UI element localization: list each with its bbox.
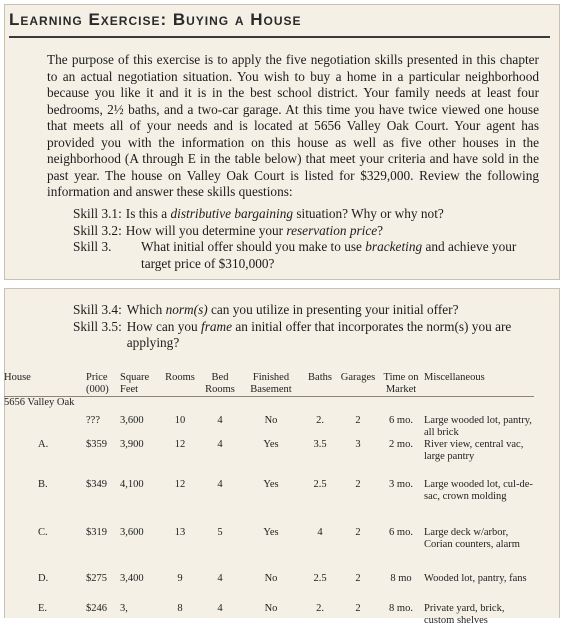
- skill-question: Is this a distributive bargaining situation? Why or why not?: [125, 206, 444, 221]
- skills-list-2: [73, 302, 543, 352]
- cell-time: 6 mo.: [389, 415, 413, 426]
- cell-sqft: 3,400: [120, 573, 144, 584]
- skill-3-3: [73, 239, 543, 272]
- cell-house: E.: [38, 603, 48, 614]
- cell-sqft: 3,600: [120, 415, 144, 426]
- cell-price: $359: [86, 439, 107, 450]
- cell-basement: Yes: [263, 479, 279, 490]
- cell-baths: 2.: [316, 415, 324, 426]
- cell-garages: 3: [355, 439, 361, 450]
- cell-garages: 2: [355, 573, 361, 584]
- skills-list-1: [73, 206, 543, 272]
- cell-baths: 3.5: [313, 439, 327, 450]
- cell-misc: Wooded lot, pantry, fans: [424, 573, 527, 584]
- table-header-row: [4, 372, 534, 397]
- table-row: [4, 479, 534, 527]
- cell-sqft: 3,600: [120, 527, 144, 538]
- cell-time: 8 mo.: [389, 603, 413, 614]
- cell-misc: Large wooded lot, cul-de-sac, crown molding: [424, 479, 533, 502]
- cell-baths: 2.5: [313, 573, 327, 584]
- cell-baths: 2.: [316, 603, 324, 614]
- skill-label: Skill 3.1:: [73, 206, 122, 221]
- cell-house: 5656 Valley Oak: [4, 397, 75, 408]
- cell-house: A.: [38, 439, 49, 450]
- cell-baths: 2.5: [313, 479, 327, 490]
- cell-misc: Large deck w/arbor, Corian counters, alarm: [424, 527, 520, 550]
- cell-garages: 2: [355, 415, 361, 426]
- cell-rooms: 10: [174, 415, 186, 426]
- cell-misc: Private yard, brick, custom shelves: [424, 603, 505, 626]
- cell-house: B.: [38, 479, 48, 490]
- cell-garages: 2: [355, 479, 361, 490]
- col-baths: Baths: [302, 372, 338, 397]
- cell-basement: No: [264, 603, 278, 614]
- cell-misc: River view, central vac, large pantry: [424, 439, 524, 462]
- exercise-title: Learning Exercise: Buying a House: [9, 10, 302, 29]
- cell-basement: No: [264, 415, 278, 426]
- cell-garages: 2: [355, 527, 361, 538]
- cell-basement: Yes: [263, 527, 279, 538]
- col-bedrooms: Bed Rooms: [200, 372, 240, 397]
- skill-3-5: [73, 319, 543, 352]
- skill-label: Skill 3.4:: [73, 302, 122, 317]
- skill-3-4: [73, 302, 543, 319]
- cell-bedrooms: 4: [217, 479, 223, 490]
- col-miscellaneous: Miscellaneous: [424, 372, 534, 397]
- cell-time: 3 mo.: [389, 479, 413, 490]
- table-row: [4, 573, 534, 603]
- title-rule: [9, 36, 550, 38]
- cell-bedrooms: 4: [217, 439, 223, 450]
- col-square-feet: Square Feet: [120, 372, 160, 397]
- cell-sqft: 4,100: [120, 479, 144, 490]
- cell-sqft: 3,900: [120, 439, 144, 450]
- col-house: House: [4, 372, 86, 397]
- cell-bedrooms: 5: [217, 527, 223, 538]
- col-basement: Finished Basement: [240, 372, 302, 397]
- cell-baths: 4: [317, 527, 323, 538]
- col-garages: Garages: [338, 372, 378, 397]
- cell-rooms: 12: [174, 479, 186, 490]
- cell-price: $349: [86, 479, 107, 490]
- cell-house: D.: [38, 573, 49, 584]
- col-time-on-market: Time on Market: [378, 372, 424, 397]
- cell-price: $246: [86, 603, 107, 614]
- col-rooms: Rooms: [160, 372, 200, 397]
- cell-price: $319: [86, 527, 107, 538]
- cell-basement: No: [264, 573, 278, 584]
- cell-misc: Large wooded lot, pantry, all brick: [424, 415, 532, 438]
- col-price: Price (000): [86, 372, 120, 397]
- skill-label: Skill 3.5:: [73, 318, 122, 334]
- skill-question: Which norm(s) can you utilize in presenting your initial offer?: [126, 302, 459, 317]
- cell-time: 6 mo.: [389, 527, 413, 538]
- skill-label: Skill 3.2:: [73, 222, 122, 238]
- cell-rooms: 12: [174, 439, 186, 450]
- skill-question: How will you determine your reservation price?: [125, 222, 384, 238]
- skill-question: What initial offer should you make to use bracketing and achieve your target price of $310,000?: [141, 239, 517, 271]
- cell-price: $275: [86, 573, 107, 584]
- cell-bedrooms: 4: [217, 415, 223, 426]
- cell-time: 2 mo.: [389, 439, 413, 450]
- cell-garages: 2: [355, 603, 361, 614]
- cell-bedrooms: 4: [217, 573, 223, 584]
- table-row: [4, 397, 534, 440]
- cell-basement: Yes: [263, 439, 279, 450]
- skill-3-1: [73, 206, 543, 223]
- cell-rooms: 13: [174, 527, 186, 538]
- cell-sqft: 3,: [120, 603, 128, 614]
- cell-rooms: 8: [177, 603, 183, 614]
- skill-label: Skill 3.: [73, 239, 112, 254]
- houses-table: [4, 372, 534, 633]
- table-row: [4, 527, 534, 573]
- cell-rooms: 9: [177, 573, 183, 584]
- cell-house: C.: [38, 527, 48, 538]
- cell-time: 8 mo: [390, 573, 412, 584]
- exercise-intro: The purpose of this exercise is to apply the five negotiation skills presented in this chapter to an actual negotiation situation. You wish to buy a home in a particular neighborhood because you like it and it is in the best school district. Your family needs at least four bedrooms, 2½ baths, and a two-car garage. At this time you have twice viewed one house that meets all of your needs and is located at 5656 Valley Oak Court. Your agent has provided you with the information on this house as well as five other houses in the neighborhood (A through E in the table below) that meet your criteria and have sold in the past year. The house on Valley Oak Court is listed for $329,000. Review the following information and answer these skills questions:: [47, 52, 539, 199]
- cell-bedrooms: 4: [217, 603, 223, 614]
- skill-question: How can you frame an initial offer that incorporates the norm(s) you are applying?: [126, 318, 512, 350]
- table-row: [4, 603, 534, 633]
- skill-3-2: [73, 223, 543, 240]
- cell-price: ???: [86, 415, 100, 426]
- table-row: [4, 439, 534, 479]
